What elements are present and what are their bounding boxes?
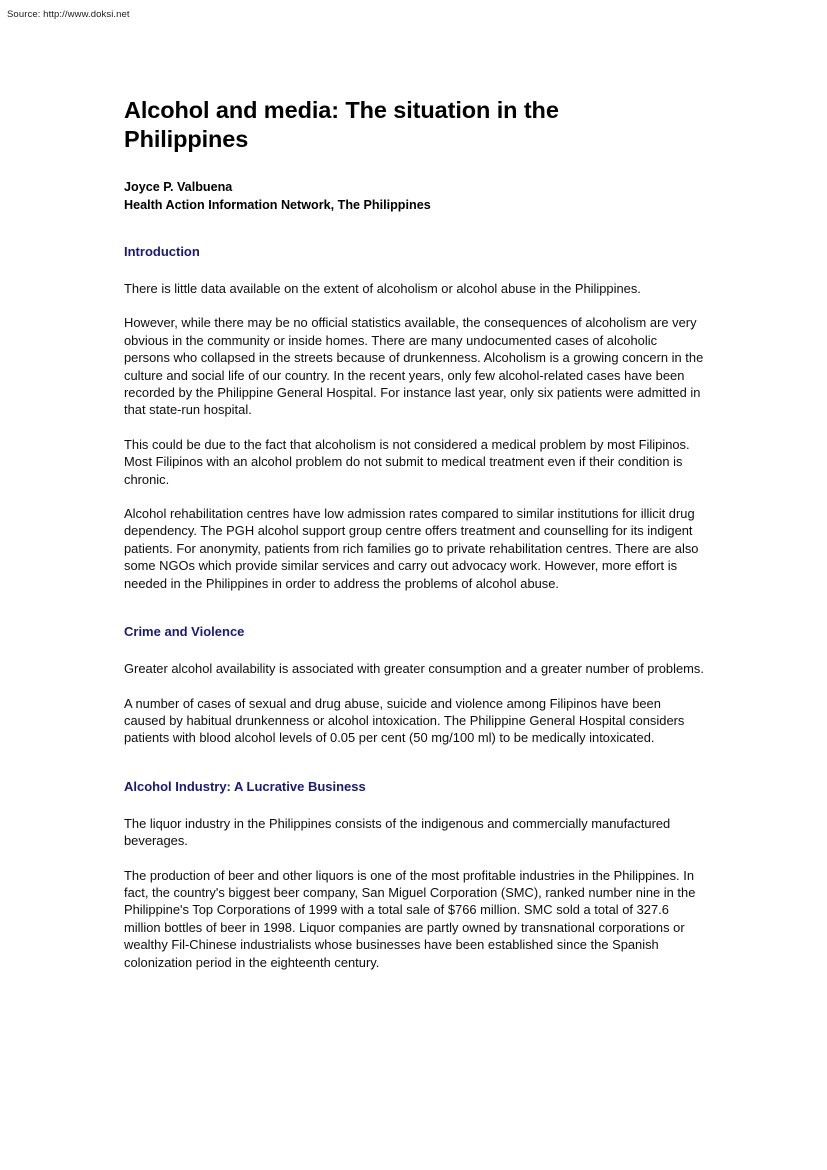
source-watermark: Source: http://www.doksi.net — [7, 9, 130, 20]
paragraph: Alcohol rehabilitation centres have low admission rates compared to similar institutions for illicit drug dependency. The PGH alcohol support group centre offers treatment and counselling for its indigent patients. For anonymity, patients from rich families go to private rehabilitation centres. There are also some NGOs which provide similar services and carry out advocacy work. However, more effort is needed in the Philippines in order to address the problems of alcohol abuse. — [124, 506, 699, 591]
paragraph: However, while there may be no official statistics available, the consequences of alcoholism are very obvious in the community or inside homes. There are many undocumented cases of alcoholic persons who collapsed in the streets because of drunkenness. Alcoholism is a growing concern in the culture and social life of our country. In the recent years, only few alcohol-related cases have been recorded by the Philippine General Hospital. For instance last year, only six patients were admitted in that state-run hospital. — [124, 315, 704, 418]
paragraph: A number of cases of sexual and drug abuse, suicide and violence among Filipinos have been caused by habitual drunkenness or alcohol intoxication. The Philippine General Hospital considers patients with blood alcohol levels of 0.05 per cent (50 mg/100 ml) to be medically intoxicated. — [124, 695, 685, 746]
section-heading-alcohol-industry: Alcohol Industry: A Lucrative Business — [124, 778, 366, 794]
author-affiliation: Health Action Information Network, The Philippines — [124, 197, 431, 212]
paragraph: There is little data available on the extent of alcoholism or alcohol abuse in the Philippines. — [124, 281, 641, 296]
paragraph: The production of beer and other liquors is one of the most profitable industries in the Philippines. In fact, the country's biggest beer company, San Miguel Corporation (SMC), ranked number nine in the Philippine's Top Corporations of 1999 with a total sale of $766 million. SMC sold a total of 327.6 million bottles of beer in 1998. Liquor companies are partly owned by transnational corporations or wealthy Fil-Chinese industrialists whose businesses have been established since the Spanish colonization period in the eighteenth century. — [124, 867, 696, 970]
section-heading-crime-and-violence: Crime and Violence — [124, 624, 245, 640]
page-title: Alcohol and media: The situation in the Philippines — [124, 97, 559, 152]
document-page — [124, 96, 704, 971]
paragraph: The liquor industry in the Philippines consists of the indigenous and commercially manufactured beverages. — [124, 815, 671, 849]
section-heading-introduction: Introduction — [124, 244, 200, 259]
author-name: Joyce P. Valbuena — [124, 180, 233, 194]
author-block — [124, 179, 704, 214]
paragraph: This could be due to the fact that alcoholism is not considered a medical problem by most Filipinos. Most Filipinos with an alcohol problem do not submit to medical treatment even if their condition is chronic. — [124, 436, 690, 487]
paragraph: Greater alcohol availability is associated with greater consumption and a greater number of problems. — [124, 661, 704, 677]
